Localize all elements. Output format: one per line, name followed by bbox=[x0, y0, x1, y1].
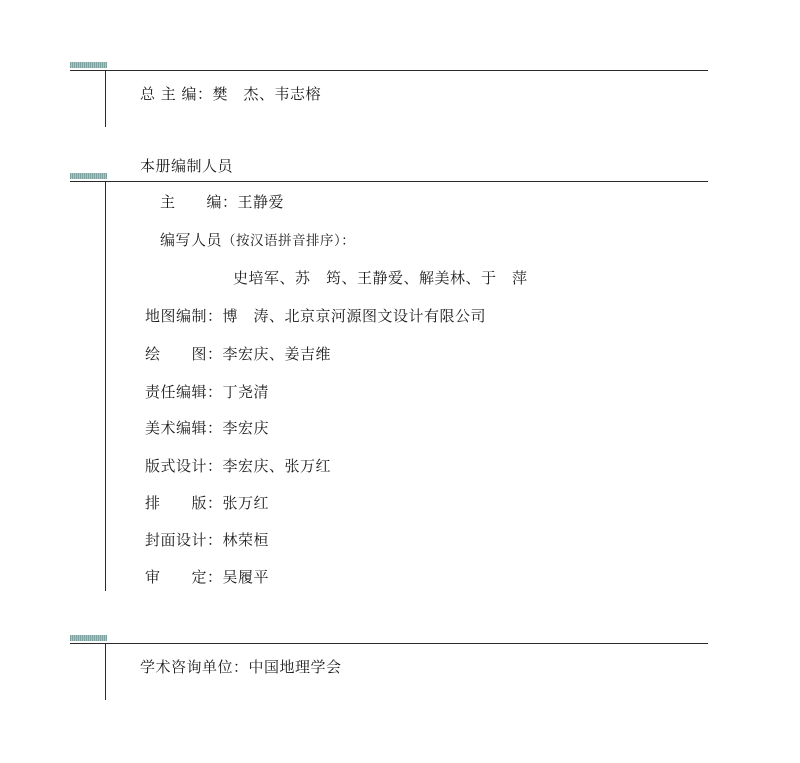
staff-value: 史培军、苏 筠、王静爱、解美林、于 萍 bbox=[233, 269, 528, 287]
staff-note: （按汉语拼音排序）： bbox=[222, 233, 356, 249]
staff-entry bbox=[145, 492, 269, 513]
staff-label: 美术编辑： bbox=[145, 419, 223, 437]
staff-value: 李宏庆、姜吉维 bbox=[222, 345, 332, 363]
chief-editor-line bbox=[140, 83, 321, 104]
volume-staff-heading: 本册编制人员 bbox=[140, 157, 234, 175]
staff-label: 责任编辑： bbox=[145, 383, 223, 401]
section-rule bbox=[70, 643, 708, 644]
consulting-line bbox=[140, 656, 342, 677]
staff-label: 封面设计： bbox=[145, 531, 223, 549]
consulting-value: 中国地理学会 bbox=[248, 658, 342, 676]
staff-label: 绘 图： bbox=[145, 345, 223, 363]
section-tab-marker bbox=[70, 62, 107, 68]
staff-entry bbox=[145, 343, 331, 364]
consulting-label: 学术咨询单位： bbox=[140, 658, 249, 676]
staff-label: 版式设计： bbox=[145, 457, 223, 475]
section-tab-marker bbox=[70, 173, 107, 179]
staff-entry bbox=[145, 305, 486, 326]
staff-value: 李宏庆 bbox=[222, 419, 270, 437]
section-margin-line bbox=[105, 181, 106, 591]
chief-editor-names: 樊 杰、韦志榕 bbox=[212, 85, 322, 103]
staff-label: 编写人员 bbox=[160, 231, 223, 249]
staff-value: 王静爱 bbox=[237, 193, 285, 211]
staff-entry bbox=[160, 229, 355, 250]
staff-entry bbox=[145, 529, 269, 550]
staff-value: 吴履平 bbox=[222, 568, 270, 586]
staff-entry bbox=[145, 566, 269, 587]
section-margin-line bbox=[105, 643, 106, 700]
staff-value: 张万红 bbox=[222, 494, 270, 512]
staff-entry bbox=[145, 417, 269, 438]
staff-entry bbox=[160, 191, 284, 212]
staff-label: 排 版： bbox=[145, 494, 223, 512]
staff-value: 丁尧清 bbox=[222, 383, 270, 401]
section-rule bbox=[70, 70, 708, 71]
staff-entry bbox=[233, 267, 528, 288]
staff-value: 博 涛、北京京河源图文设计有限公司 bbox=[222, 307, 487, 325]
section-rule bbox=[70, 181, 708, 182]
section-tab-marker bbox=[70, 635, 107, 641]
staff-value: 林荣桓 bbox=[222, 531, 270, 549]
section-margin-line bbox=[105, 70, 106, 127]
staff-entry bbox=[145, 455, 331, 476]
chief-editor-label: 总 主 编： bbox=[140, 85, 213, 103]
staff-label: 审 定： bbox=[145, 568, 223, 586]
staff-value: 李宏庆、张万红 bbox=[222, 457, 332, 475]
staff-label: 地图编制： bbox=[145, 307, 223, 325]
staff-label: 主 编： bbox=[160, 193, 238, 211]
staff-entry bbox=[145, 381, 269, 402]
